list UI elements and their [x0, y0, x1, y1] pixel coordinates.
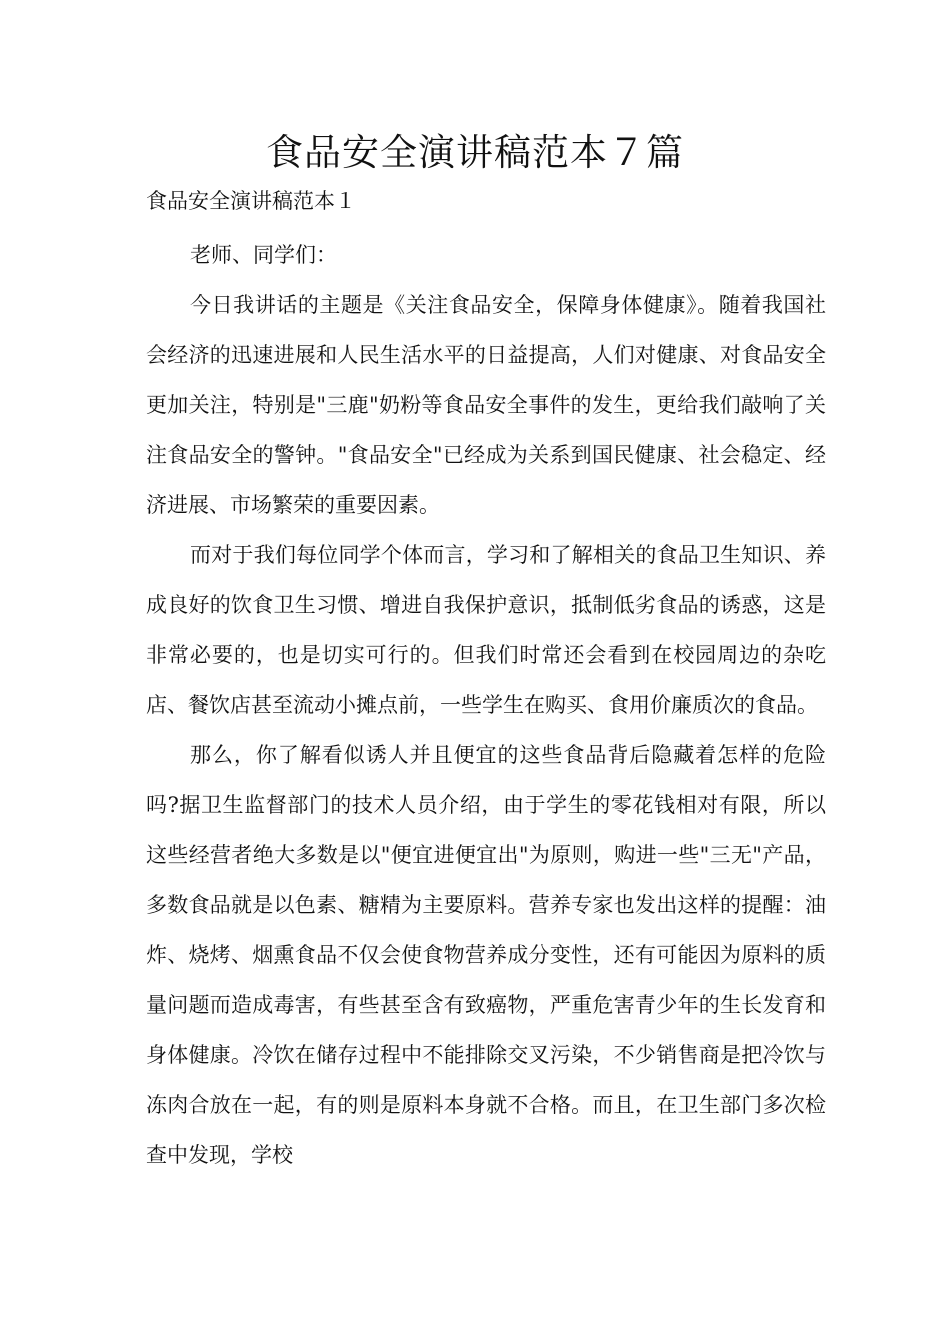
paragraph-topic: 今日我讲话的主题是《关注食品安全，保障身体健康》。随着我国社会经济的迅速进展和人民生活水平的日益提高，人们对健康、对食品安全更加关注，特别是"三鹿"奶粉等食品安全事件的发生，更给我们敲响了关注食品安全的警钟。"食品安全"已经成为关系到国民健康、社会稳定、经济进展、市场繁荣的重要因素。	[146, 293, 826, 517]
document-title: 食品安全演讲稿范本７篇	[266, 131, 684, 174]
paragraph-dangers: 那么，你了解看似诱人并且便宜的这些食品背后隐藏着怎样的危险吗?据卫生监督部门的技术人员介绍，由于学生的零花钱相对有限，所以这些经营者绝大多数是以"便宜进便宜出"为原则，购进一些"三无"产品，多数食品就是以色素、糖精为主要原料。营养专家也发出这样的提醒：油炸、烧烤、烟熏食品不仅会使食物营养成分变性，还有可能因为原料的质量问题而造成毒害，有些甚至含有致癌物，严重危害青少年的生长发育和身体健康。冷饮在储存过程中不能排除交叉污染，不少销售商是把冷饮与冻肉合放在一起，有的则是原料本身就不合格。而且，在卫生部门多次检查中发现，学校	[146, 743, 826, 1167]
paragraph-students: 而对于我们每位同学个体而言，学习和了解相关的食品卫生知识、养成良好的饮食卫生习惯、增进自我保护意识，抵制低劣食品的诱惑，这是非常必要的，也是切实可行的。但我们时常还会看到在校园周边的杂吃店、餐饮店甚至流动小摊点前，一些学生在购买、食用价廉质次的食品。	[146, 543, 826, 717]
document-body	[146, 230, 826, 1180]
paragraph-greeting: 老师、同学们：	[190, 243, 337, 267]
section-heading: 食品安全演讲稿范本１	[146, 189, 356, 213]
